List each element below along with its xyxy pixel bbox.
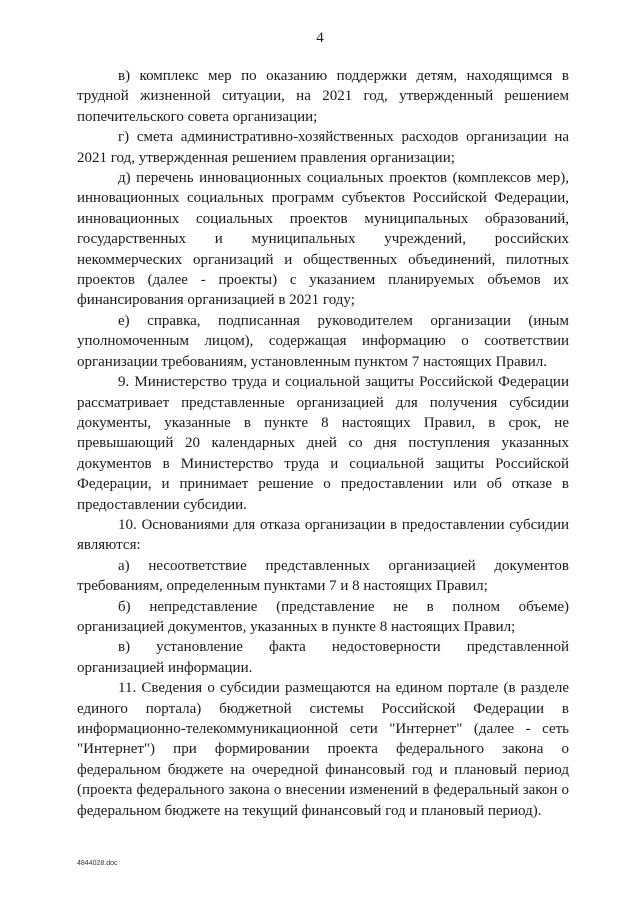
paragraph-g-cost-estimate: г) смета административно-хозяйственных расходов организации на 2021 год, утвержденная решением правления организации; xyxy=(77,129,569,166)
paragraph-9-review: 9. Министерство труда и социальной защиты Российской Федерации рассматривает представленные организацией для получения субсидии документы, указанные в пункте 8 настоящих Правил, в срок, не превышающий 20 календарных дней со дня поступления указанных документов в Министерство труда и социальной защиты Российской Федерации, и принимает решение о предоставлении или об отказе в предоставлении субсидии. xyxy=(77,374,569,513)
paragraph-v-false-info: в) установление факта недостоверности представленной организацией информации. xyxy=(77,639,569,676)
page-number: 4 xyxy=(316,30,324,46)
paragraph-10-refusal-grounds: 10. Основаниями для отказа организации в предоставлении субсидии являются: xyxy=(77,516,569,554)
document-body xyxy=(77,66,569,821)
paragraph-b-nonsubmission: б) непредставление (представление не в полном объеме) организацией документов, указанных в пункте 8 настоящих Правил; xyxy=(77,598,569,635)
paragraph-d-project-list: д) перечень инновационных социальных проектов (комплексов мер), инновационных социальных программ субъектов Российской Федерации, инновационных социальных проектов муниципальных образований, государственных и муниципальных учреждений, российских некоммерческих организаций и общественных объединений, пилотных проектов (далее - проекты) с указанием планируемых объемов их финансирования организацией в 2021 году; xyxy=(77,170,569,309)
paragraph-11-publication: 11. Сведения о субсидии размещаются на едином портале (в разделе единого портала) бюджетной системы Российской Федерации в информационно-телекоммуникационной сети "Интернет" (далее - сеть "Интернет") при формировании проекта федерального закона о федеральном бюджете на очередной финансовый год и плановый период (проекта федерального закона о внесении изменений в федеральный закон о федеральном бюджете на текущий финансовый год и плановый период). xyxy=(77,680,569,819)
paragraph-e-certificate: е) справка, подписанная руководителем организации (иным уполномоченным лицом), содержащая информацию о соответствии организации требованиям, установленным пунктом 7 настоящих Правил. xyxy=(77,312,569,370)
file-name-footer: 4844028.doc xyxy=(77,860,118,867)
paragraph-v-support-measures: в) комплекс мер по оказанию поддержки детям, находящимся в трудной жизненной ситуации, на 2021 год, утвержденный решением попечительского совета организации; xyxy=(77,68,569,125)
paragraph-a-noncompliance: а) несоответствие представленных организацией документов требованиям, определенным пунктами 7 и 8 настоящих Правил; xyxy=(77,557,569,595)
